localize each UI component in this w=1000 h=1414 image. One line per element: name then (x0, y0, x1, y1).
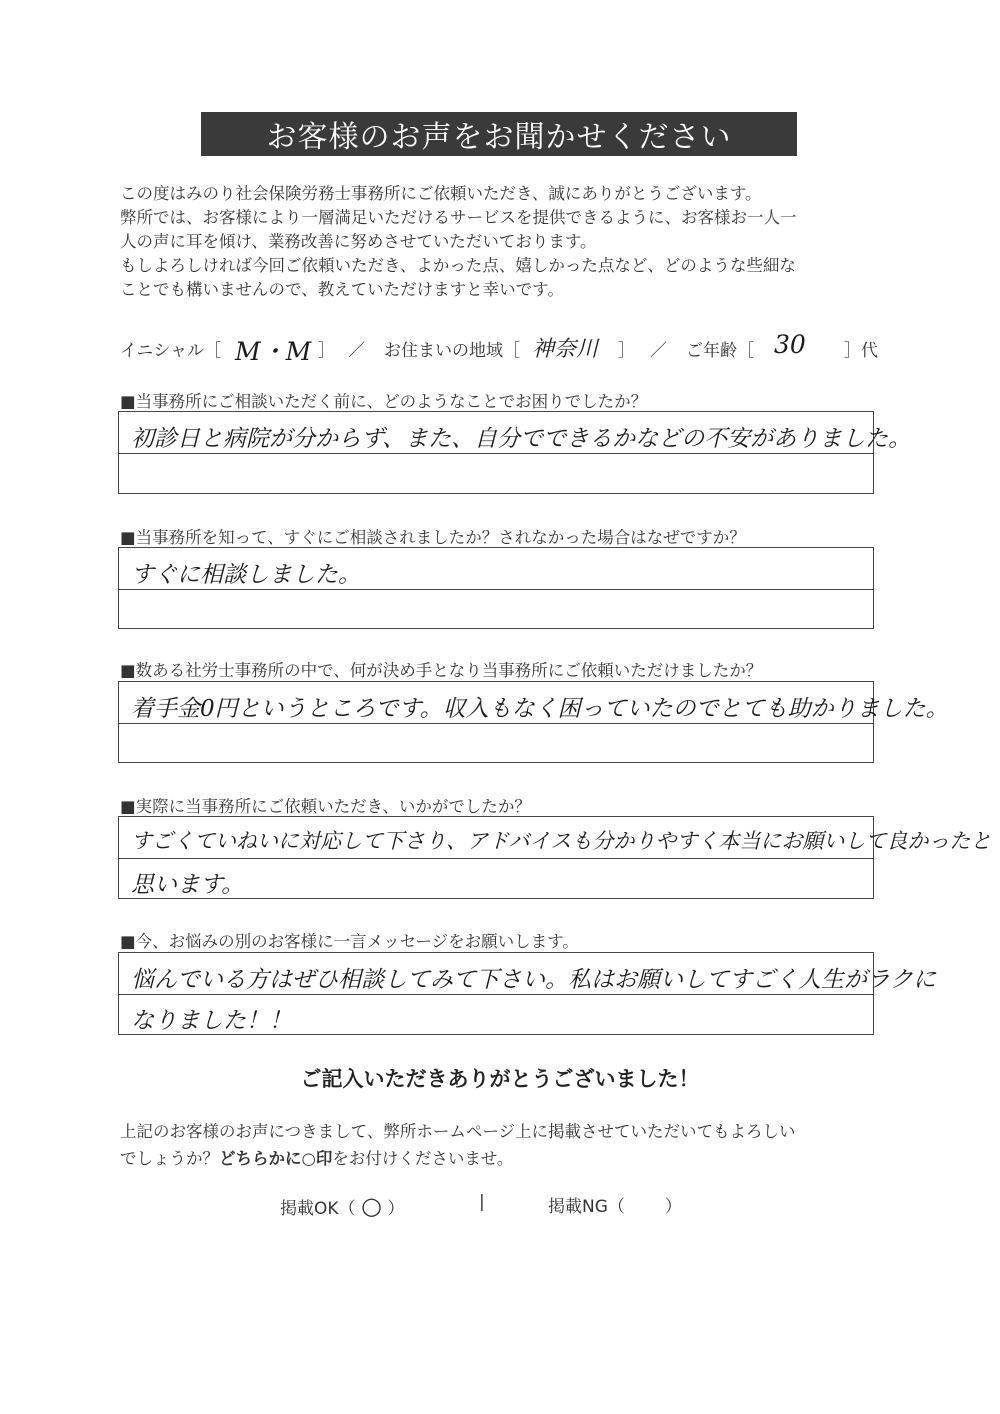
question-5: ■今、お悩みの別のお客様に一言メッセージをお願いします。 (120, 932, 579, 951)
question-3: ■数ある社労士事務所の中で、何が決め手となり当事務所にご依頼いただけましたか？ (120, 661, 763, 680)
option-ok-label: 掲載OK（ (280, 1199, 356, 1219)
answer-box-3[interactable] (118, 681, 949, 763)
question-2: ■当事務所を知って、すぐにご相談されましたか？されなかった場合はなぜですか？ (120, 528, 746, 547)
question-4: ■実際に当事務所にご依頼いただき、いかがでしたか？ (120, 797, 531, 816)
initial-value[interactable]: M・M (235, 337, 312, 366)
answer-3-line-1: 着手金0円というところです。収入もなく困っていたのでとても助かりました。 (131, 696, 949, 722)
option-ng[interactable] (548, 1192, 682, 1217)
separator: ／ (650, 341, 667, 361)
intro-line: 弊所では、お客様により一層満足いただけるサービスを提供できるように、お客様お一人一 (120, 208, 797, 227)
consent-emphasis: どちらかに○印 (219, 1149, 333, 1168)
answer-rule (119, 453, 873, 454)
area-label: お住まいの地域［ (384, 341, 520, 361)
answer-4-line-1: すごくていねいに対応して下さり、アドバイスも分かりやすく本当にお願いして良かったと (131, 829, 992, 853)
initial-close: ］ (318, 341, 335, 361)
age-close: ］代 (844, 341, 878, 361)
intro-line: もしよろしければ今回ご依頼いただき、よかった点、嬉しかった点など、どのような些細な (120, 256, 796, 275)
intro-line: この度はみのり社会保険労務士事務所にご依頼いただき、誠にありがとうございます。 (120, 184, 762, 203)
thank-you-message: ご記入いただきありがとうございました！ (300, 1067, 700, 1091)
answer-rule (119, 589, 873, 590)
consent-line-2a: でしょうか？ (120, 1149, 219, 1168)
option-ng-label: 掲載NG（ (548, 1197, 625, 1217)
separator: ／ (348, 341, 365, 361)
answer-2-line-1: すぐに相談しました。 (131, 562, 361, 588)
answer-5-line-1: 悩んでいる方はぜひ相談してみて下さい。私はお願いしてすごく人生がラクに (131, 967, 936, 993)
intro-line: 人の声に耳を傾け、業務改善に努めさせていただいております。 (120, 232, 597, 251)
form-title-text: お客様のお声をお聞かせください (266, 120, 732, 155)
area-close: ］ (618, 341, 635, 361)
answer-box-5[interactable] (118, 952, 936, 1035)
consent-line-2c: をお付けくださいませ。 (332, 1149, 514, 1168)
answer-4-line-2: 思います。 (131, 872, 245, 898)
answer-5-line-2: なりました！！ (131, 1008, 292, 1034)
consent-text (120, 1118, 890, 1172)
age-label: ご年齢［ (686, 341, 754, 361)
option-divider: | (479, 1192, 485, 1212)
answer-box-4[interactable] (118, 816, 992, 899)
option-ok-mark: ○ (361, 1192, 382, 1220)
option-ng-close: ） (664, 1197, 682, 1217)
intro-line: ことでも構いませんので、教えていただけますと幸いです。 (120, 280, 564, 299)
answer-rule (119, 858, 873, 859)
answer-box-1[interactable] (118, 411, 912, 494)
question-1: ■当事務所にご相談いただく前に、どのようなことでお困りでしたか？ (120, 392, 648, 411)
form-title (201, 112, 797, 156)
option-ok[interactable] (280, 1192, 405, 1220)
respondent-info (120, 330, 890, 366)
age-value[interactable]: 30 (774, 330, 806, 359)
consent-line-2 (120, 1145, 890, 1172)
area-value[interactable]: 神奈川 (532, 337, 599, 362)
intro-text (120, 182, 890, 302)
answer-box-2[interactable] (118, 547, 874, 629)
consent-line-1: 上記のお客様のお声につきまして、弊所ホームページ上に掲載させていただいてもよろしい (120, 1122, 796, 1141)
answer-rule (119, 723, 873, 724)
answer-1-line-1: 初診日と病院が分からず、また、自分でできるかなどの不安がありました。 (131, 426, 912, 452)
initial-label: イニシャル［ (120, 341, 221, 361)
answer-rule (119, 994, 873, 995)
option-ok-close: ） (387, 1199, 405, 1219)
